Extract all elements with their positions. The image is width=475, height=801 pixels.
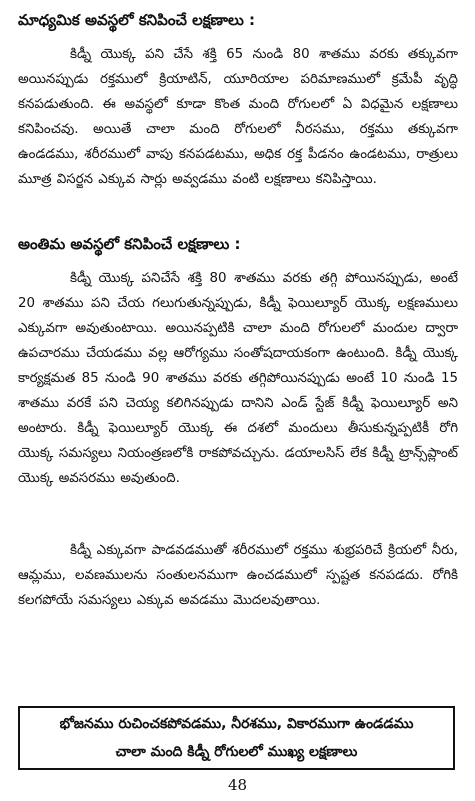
page-number: 48 (227, 776, 248, 794)
paragraph-middle-stage: కిడ్నీ యొక్క పని చేసే శక్తి 65 నుండి 80 శాతము వరకు తక్కువగా అయినప్పుడు రక్తములో క్రియాటిన్, యూరియాల పరిమాణములో క్రమేపీ వృద్ధి కనపడుతుంది. ఈ అవస్థలో కూడా కొంత మంది రోగులలో ఏ విధమైన లక్షణాలు కనిపించవు. అయితే చాలా మంది రోగులలో నీరసము, రక్తము తక్కువగా ఉండడము, శరీరములో వాపు కనపడటము, అధిక రక్త పీడనం ఉండటము, రాత్రులు మూత్ర విసర్జన ఎక్కువ సార్లు అవ్వడము వంటి లక్షణాలు కనిపిస్తాయి. (18, 47, 458, 187)
key-symptoms-line-2: చాలా మంది కిడ్నీ రోగులలో ముఖ్య లక్షణాలు (115, 744, 358, 760)
paragraph-final-stage-2: కిడ్నీ ఎక్కువగా పాడవడముతో శరీరములో రక్తము శుభ్రపరిచే క్రియలో నీరు, ఆమ్లము, లవణములను సంతులనముగా ఉంచడములో స్పష్టత కనపడదు. రోగికి కలగపోయే సమస్యలు ఎక్కువ అవడము మొదలవుతాయి. (18, 543, 458, 608)
section-heading-middle-stage: మాధ్యమిక అవస్థలో కనిపించే లక్షణాలు : (18, 11, 256, 29)
section-heading-final-stage: అంతిమ అవస్థలో కనిపించే లక్షణాలు : (18, 235, 241, 253)
paragraph-final-stage-1: కిడ్నీ యొక్క పనిచేసే శక్తి 80 శాతము వరకు తగ్గి పోయినప్పుడు, అంటే 20 శాతము పని చేయ గలుగుతున్నప్పుడు, కిడ్నీ ఫెయిల్యూర్ యొక్క లక్షణములు ఎక్కువగా అవుతుంటాయి. అయినప్పటికి చాలా మంది రోగులలో మందుల ద్వారా ఉపచారము చేయడము వల్ల ఆరోగ్యము సంతోషదాయకంగా ఉంటుంది. కిడ్నీ యొక్క కార్యక్షమత 85 నుండి 90 శాతము వరకు తగ్గిపోయినప్పుడు అంటే 10 నుండి 15 శాతము వరకే పని చెయ్య కలిగినప్పుడు దానిని ఎండ్ స్టేజ్ కిడ్నీ ఫెయిల్యూర్ అని అంటారు. కిడ్నీ ఫెయిల్యూర్ యొక్క ఈ దశలో మందులు తీసుకున్నప్పటికీ రోగి యొక్క సమస్యలు నియంత్రణలోకి రాకపోవచ్చును. డయాలసిస్ లేక కిడ్నీ ట్రాన్స్‌ప్లాంట్ యొక్క అవసరము అవుతుంది. (18, 271, 458, 486)
key-symptoms-box (18, 706, 455, 770)
key-symptoms-line-1: భోజనము రుచించకపోవడము, నీరశము, వికారముగా ఉండడము (59, 716, 414, 732)
